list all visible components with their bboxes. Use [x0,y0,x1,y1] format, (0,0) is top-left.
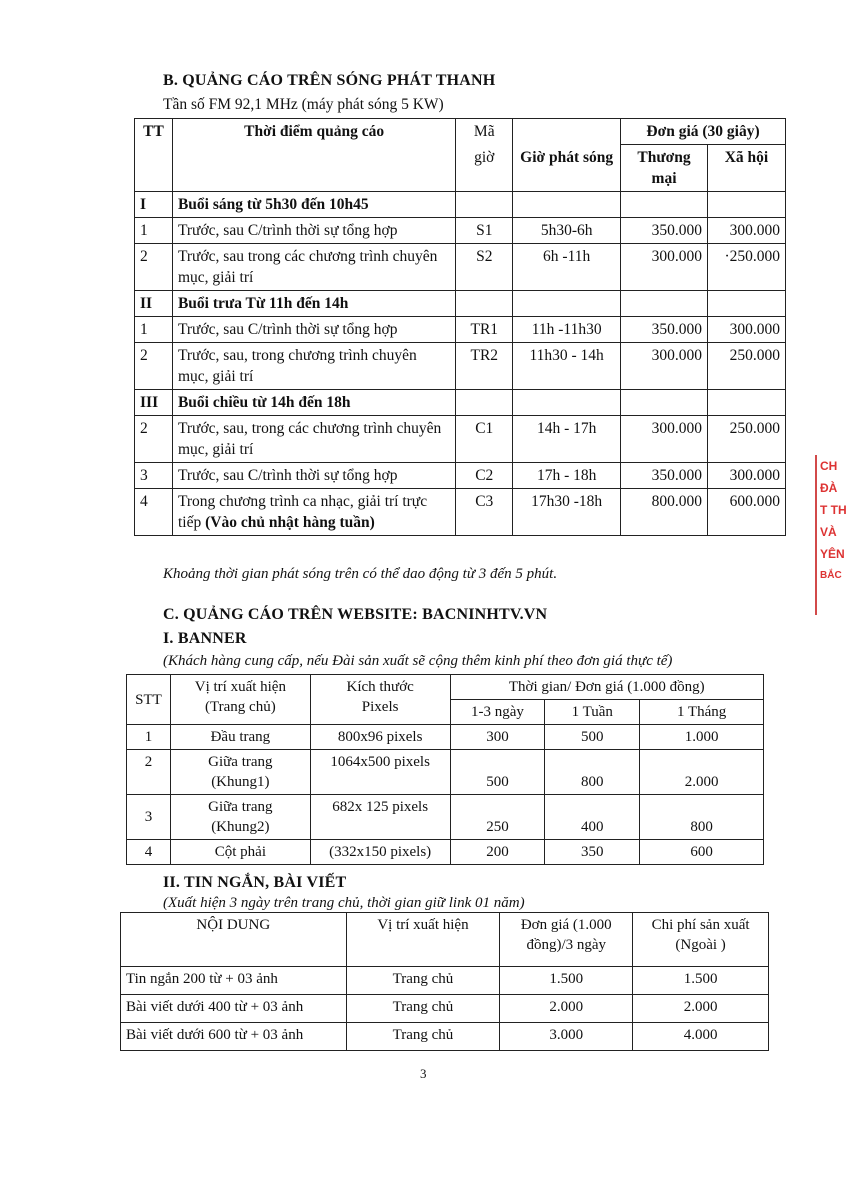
table-row: 1 Đầu trang 800x96 pixels 300 500 1.000 [127,725,764,750]
header-commercial: Thương mại [621,145,708,192]
table-row: Bài viết dưới 400 từ + 03 ảnh Trang chủ 2.000 2.000 [121,995,769,1023]
page-number: 3 [420,1066,427,1081]
table-header-row: STT Vị trí xuất hiện (Trang chủ) Kích thước Pixels Thời gian/ Đơn giá (1.000 đồng) [127,675,764,700]
table-row: 1 Trước, sau C/trình thời sự tổng hợp S1 5h30-6h 350.000 300.000 [135,218,786,244]
header-code-2: giờ [456,145,513,192]
table-row: 3 Trước, sau C/trình thời sự tổng hợp C2 17h - 18h 350.000 300.000 [135,463,786,489]
table-row: Tin ngắn 200 từ + 03 ảnh Trang chủ 1.500 1.500 [121,967,769,995]
header-code: Mã [456,119,513,145]
table-header-row: NỘI DUNG Vị trí xuất hiện Đơn giá (1.000 đồng)/3 ngày Chi phí sản xuất (Ngoài ) [121,913,769,967]
header-tt: TT [135,119,173,192]
table-row: 3 Giữa trang (Khung2) 682x 125 pixels 250 400 800 [127,795,764,840]
table-row: 4 Trong chương trình ca nhạc, giải trí trực tiếp (Vào chủ nhật hàng tuần) C3 17h30 -18h 800.000 600.000 [135,489,786,536]
group-row: I Buổi sáng từ 5h30 đến 10h45 [135,192,786,218]
table-row: Bài viết dưới 600 từ + 03 ảnh Trang chủ 3.000 4.000 [121,1023,769,1051]
table-header-row [135,119,786,145]
table-subheader-row: 1-3 ngày 1 Tuần 1 Tháng [127,700,764,725]
news-title: II. TIN NGẮN, BÀI VIẾT [163,874,347,891]
header-airtime: Giờ phát sóng [513,145,621,192]
group-row: III Buổi chiều từ 14h đến 18h [135,390,786,416]
section-c-title: C. QUẢNG CÁO TRÊN WEBSITE: BACNINHTV.VN [163,606,548,623]
table-row: 2 Trước, sau, trong chương trình chuyên mục, giải trí TR2 11h30 - 14h 300.000 250.000 [135,343,786,390]
banner-price-table [126,674,764,865]
group-row: II Buổi trưa Từ 11h đến 14h [135,291,786,317]
section-b-note: Khoảng thời gian phát sóng trên có thể dao động từ 3 đến 5 phút. [163,566,558,582]
banner-title: I. BANNER [163,630,247,647]
header-price: Đơn giá (30 giây) [621,119,786,145]
radio-price-table [134,118,786,536]
table-row: 4 Cột phải (332x150 pixels) 200 350 600 [127,840,764,865]
banner-note: (Khách hàng cung cấp, nếu Đài sản xuất sẽ cộng thêm kinh phí theo đơn giá thực tế) [163,653,673,669]
header-time: Thời điểm quảng cáo [172,119,455,192]
news-note: (Xuất hiện 3 ngày trên trang chủ, thời gian giữ link 01 năm) [163,895,525,911]
section-b-title: B. QUẢNG CÁO TRÊN SÓNG PHÁT THANH [163,72,496,89]
table-row: 2 Trước, sau, trong các chương trình chuyên mục, giải trí C1 14h - 17h 300.000 250.000 [135,416,786,463]
table-row: 1 Trước, sau C/trình thời sự tổng hợp TR1 11h -11h30 350.000 300.000 [135,317,786,343]
stamp-seal: CH ĐÀ T TH VÀ YÊN BẮC [815,455,850,615]
table-row: 2 Giữa trang (Khung1) 1064x500 pixels 500 800 2.000 [127,750,764,795]
table-row: 2 Trước, sau trong các chương trình chuyên mục, giải trí S2 6h -11h 300.000 ·250.000 [135,244,786,291]
header-social: Xã hội [707,145,785,192]
section-b-subtitle: Tần số FM 92,1 MHz (máy phát sóng 5 KW) [163,96,444,113]
news-price-table [120,912,769,1051]
